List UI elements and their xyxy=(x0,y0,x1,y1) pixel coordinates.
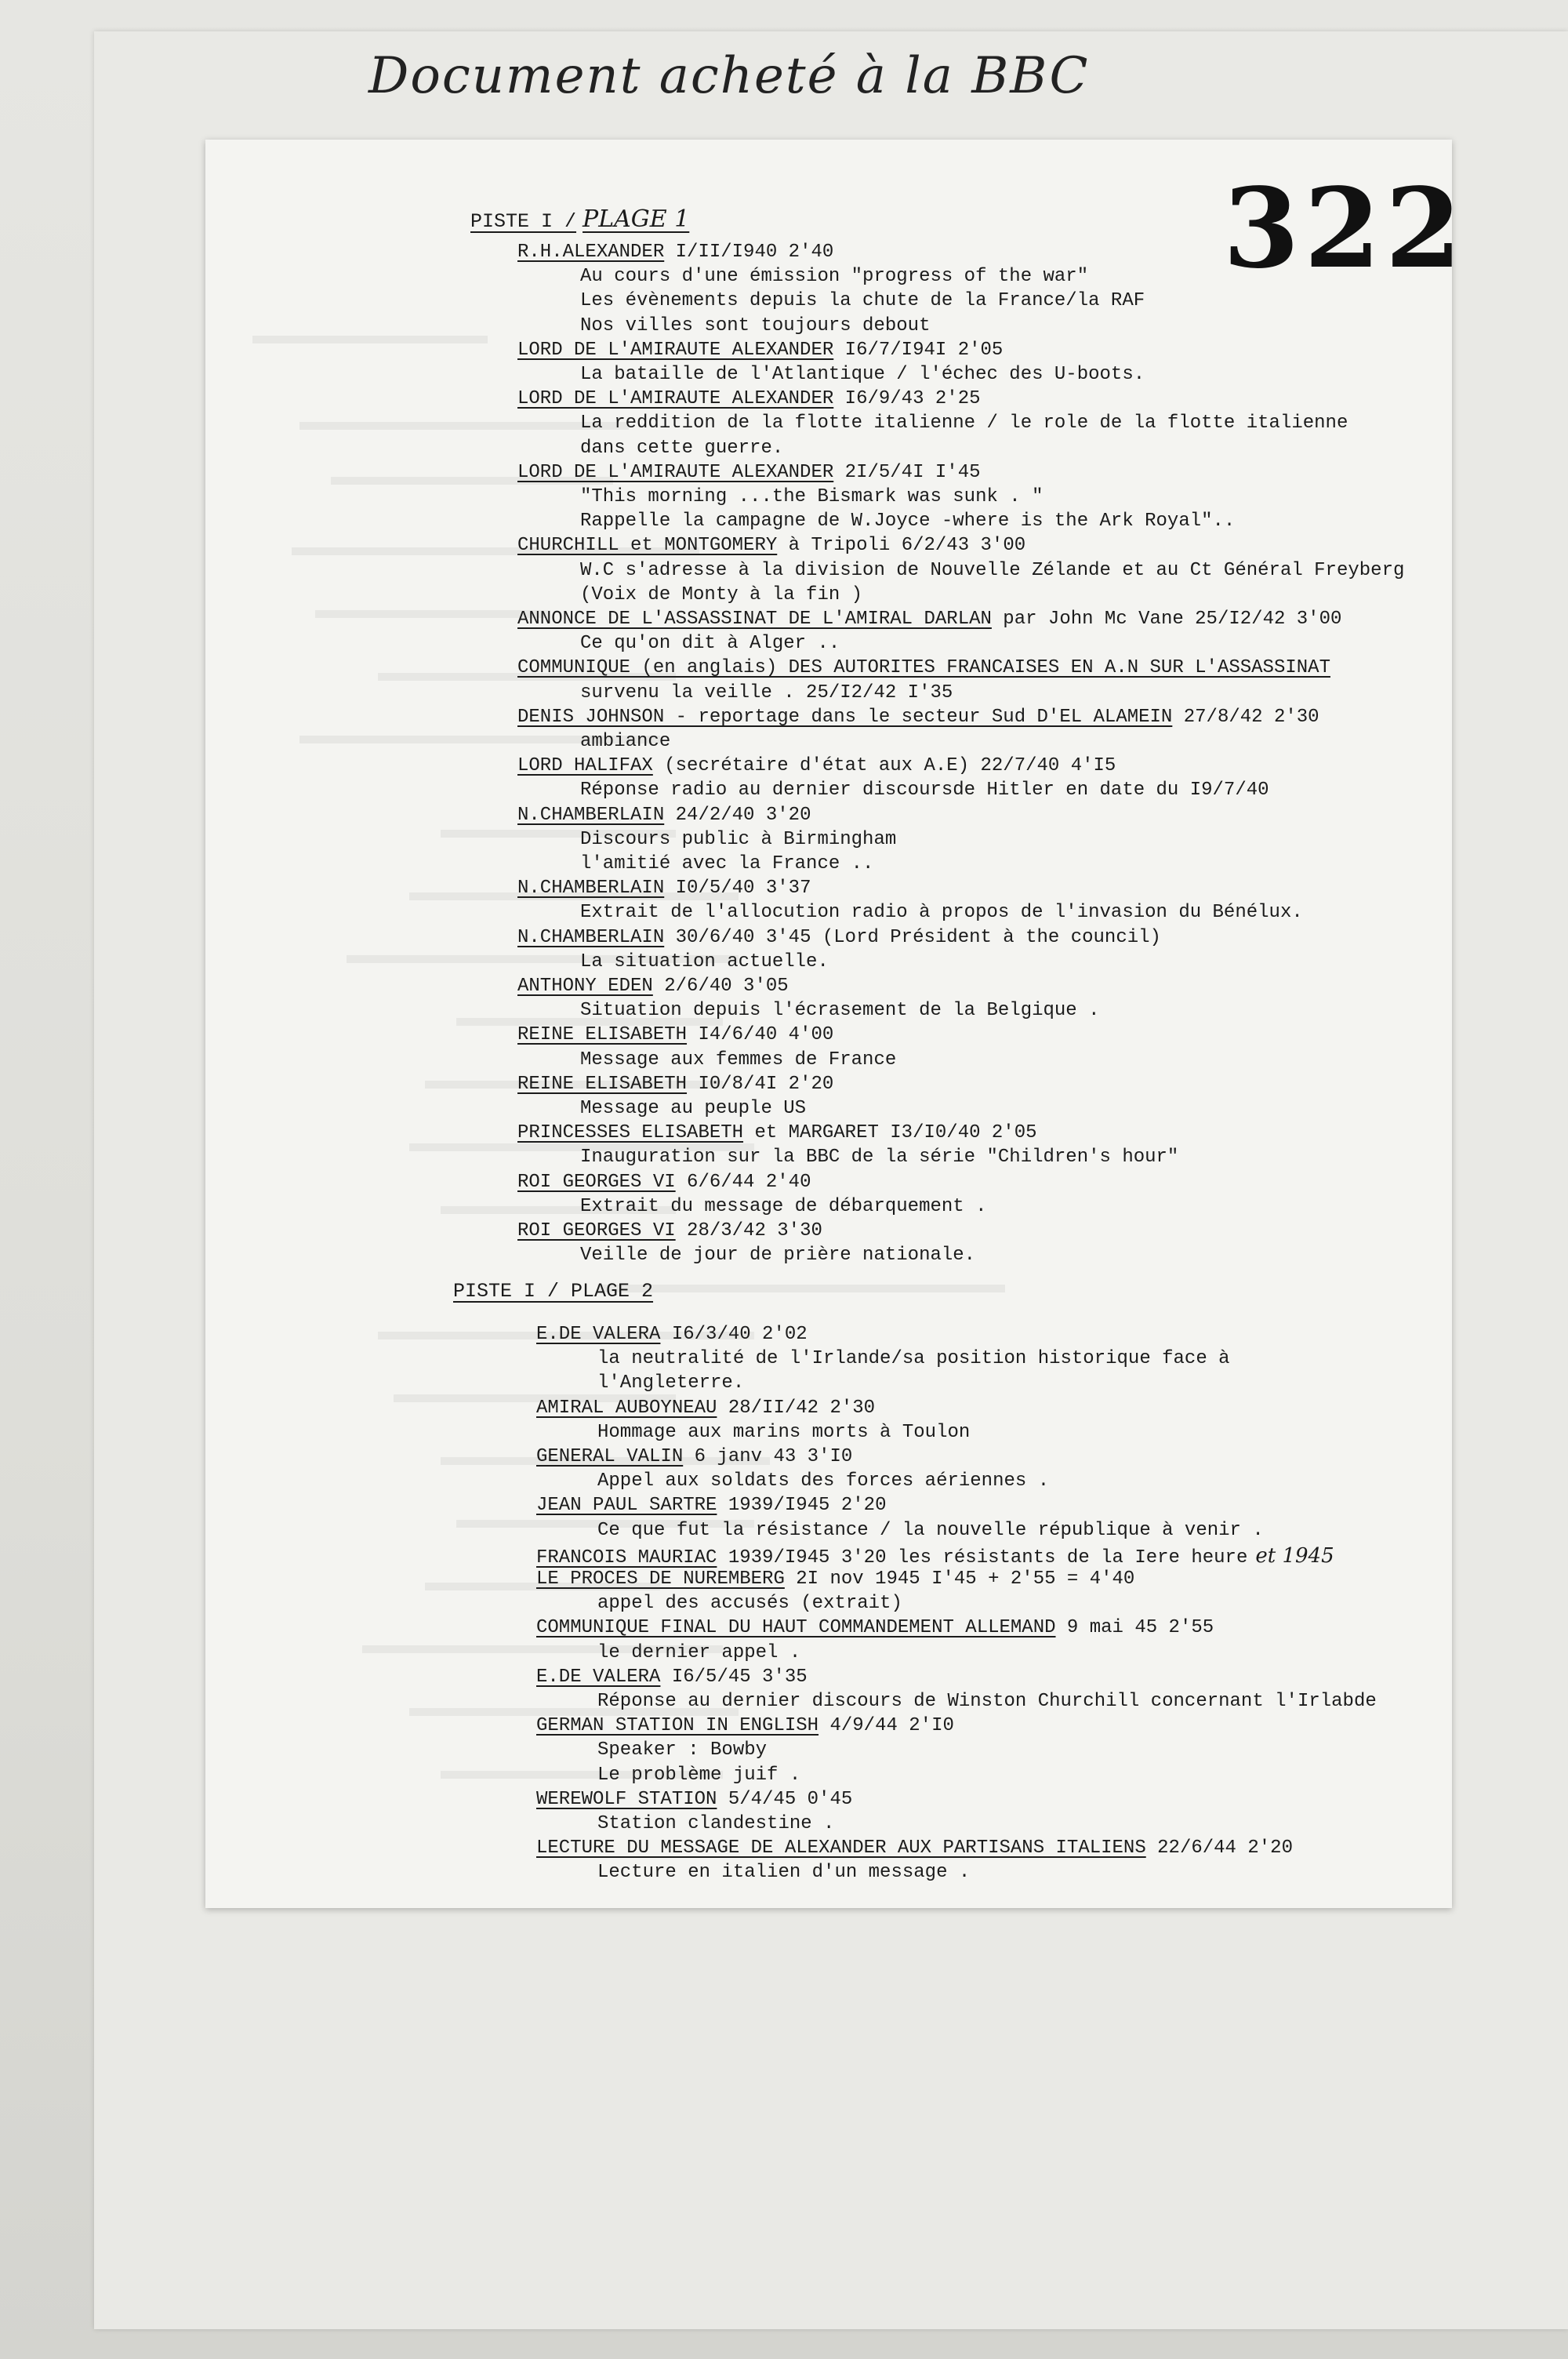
stamp-number: 322 xyxy=(1223,165,1467,293)
entry-name: FRANCOIS MAURIAC xyxy=(536,1547,717,1568)
entry-description: Réponse radio au dernier discoursde Hitler en date du I9/7/40 xyxy=(580,780,1269,801)
entry-details: 2I/5/4I I'45 xyxy=(833,461,981,483)
entry-description: Lecture en italien d'un message . xyxy=(597,1862,971,1884)
entry-description: Situation depuis l'écrasement de la Belgique . xyxy=(580,1000,1100,1022)
entry-name: REINE ELISABETH xyxy=(517,1073,688,1095)
section-title xyxy=(470,205,689,233)
entry-heading xyxy=(536,1544,1334,1568)
entry-heading xyxy=(517,609,1341,630)
entry-details: à Tripoli 6/2/43 3'00 xyxy=(777,535,1026,557)
entry-details: I6/3/40 2'02 xyxy=(660,1324,808,1345)
entry-description: Appel aux soldats des forces aériennes . xyxy=(597,1470,1050,1492)
entry-details: I0/5/40 3'37 xyxy=(664,878,811,900)
handwritten-title: Document acheté à la BBC xyxy=(368,47,1090,105)
entry-heading xyxy=(517,805,811,826)
section-title xyxy=(453,1280,653,1303)
entry-details: 4/9/44 2'I0 xyxy=(818,1715,954,1737)
entry-description: Message aux femmes de France xyxy=(580,1049,897,1070)
entry-name: JEAN PAUL SARTRE xyxy=(536,1495,717,1517)
entry-heading xyxy=(536,1324,808,1345)
entry-description: Ce que fut la résistance / la nouvelle république à venir . xyxy=(597,1519,1264,1541)
entry-name: GERMAN STATION IN ENGLISH xyxy=(536,1715,819,1737)
entry-description: Ce qu'on dit à Alger .. xyxy=(580,633,840,655)
entry-details: I/II/I940 2'40 xyxy=(664,242,834,263)
entry-name: WEREWOLF STATION xyxy=(536,1788,717,1810)
entry-heading xyxy=(517,1122,1037,1143)
entry-heading xyxy=(517,462,981,483)
entry-name: LORD HALIFAX xyxy=(517,755,653,777)
handwritten-annotation: et 1945 xyxy=(1255,1543,1334,1568)
entry-details: I6/7/I94I 2'05 xyxy=(833,339,1004,361)
entry-heading xyxy=(517,340,1003,361)
entry-name: N.CHAMBERLAIN xyxy=(517,804,665,826)
entry-name: ANNONCE DE L'ASSASSINAT DE L'AMIRAL DARLAN xyxy=(517,609,992,630)
entry-description: Extrait du message de débarquement . xyxy=(580,1195,987,1217)
entry-details: 1939/I945 2'20 xyxy=(717,1495,887,1517)
entry-heading xyxy=(517,707,1319,728)
entry-name: LECTURE DU MESSAGE DE ALEXANDER AUX PARTISANS ITALIENS xyxy=(536,1837,1146,1859)
entry-description: le dernier appel . xyxy=(597,1641,801,1663)
entry-description: La reddition de la flotte italienne / le role de la flotte italienne xyxy=(580,413,1348,434)
entry-details: I6/5/45 3'35 xyxy=(660,1666,808,1688)
entry-heading xyxy=(536,1837,1293,1859)
entry-name: DENIS JOHNSON - reportage dans le secteur Sud D'EL ALAMEIN xyxy=(517,706,1173,728)
entry-name: ROI GEORGES VI xyxy=(517,1171,676,1193)
entry-name: N.CHAMBERLAIN xyxy=(517,926,665,948)
entry-heading xyxy=(517,755,1116,776)
entry-name: REINE ELISABETH xyxy=(517,1024,688,1046)
entry-heading xyxy=(536,1446,852,1467)
entry-description: Le problème juif . xyxy=(597,1764,801,1786)
entry-heading xyxy=(517,1074,833,1095)
entry-description: La bataille de l'Atlantique / l'échec des U-boots. xyxy=(580,364,1145,385)
entry-name: AMIRAL AUBOYNEAU xyxy=(536,1397,717,1419)
entry-name: PRINCESSES ELISABETH xyxy=(517,1122,744,1144)
entry-heading xyxy=(517,878,811,899)
entry-name: COMMUNIQUE FINAL DU HAUT COMMANDEMENT ALLEMAND xyxy=(536,1617,1056,1639)
entry-details: 28/II/42 2'30 xyxy=(717,1397,876,1419)
entry-name: GENERAL VALIN xyxy=(536,1446,684,1467)
entry-heading xyxy=(517,1220,822,1241)
section-title-text: PISTE I / xyxy=(470,210,577,233)
entry-description: dans cette guerre. xyxy=(580,437,784,459)
entry-details: I4/6/40 4'00 xyxy=(687,1024,834,1046)
entry-description: La situation actuelle. xyxy=(580,951,829,972)
entry-name: CHURCHILL et MONTGOMERY xyxy=(517,535,778,557)
entry-description: (Voix de Monty à la fin ) xyxy=(580,583,863,605)
entry-description: l'amitié avec la France .. xyxy=(580,853,874,874)
entry-name: LORD DE L'AMIRAUTE ALEXANDER xyxy=(517,339,834,361)
entry-name: E.DE VALERA xyxy=(536,1666,661,1688)
entry-name: LORD DE L'AMIRAUTE ALEXANDER xyxy=(517,461,834,483)
entry-heading xyxy=(517,976,789,997)
section-title-text: PISTE I / PLAGE 2 xyxy=(453,1280,654,1303)
entry-name: ANTHONY EDEN xyxy=(517,976,653,997)
entry-description: Speaker : Bowby xyxy=(597,1739,768,1761)
entry-description: Inauguration sur la BBC de la série "Children's hour" xyxy=(580,1147,1179,1169)
entry-heading xyxy=(517,657,1330,678)
entry-description: "This morning ...the Bismark was sunk . " xyxy=(580,486,1044,507)
entry-details: 27/8/42 2'30 xyxy=(1172,706,1319,728)
entry-heading xyxy=(517,242,833,263)
entry-details: par John Mc Vane 25/I2/42 3'00 xyxy=(991,609,1342,630)
entry-description: Discours public à Birmingham xyxy=(580,828,897,850)
entry-name: N.CHAMBERLAIN xyxy=(517,878,665,900)
entry-details: 24/2/40 3'20 xyxy=(664,804,811,826)
entry-heading xyxy=(536,1617,1214,1638)
entry-heading xyxy=(517,535,1025,556)
entry-details: 2/6/40 3'05 xyxy=(652,976,789,997)
entry-details: 30/6/40 3'45 (Lord Président à the council) xyxy=(664,926,1161,948)
entry-heading xyxy=(517,1024,833,1045)
entry-description: Station clandestine . xyxy=(597,1813,835,1834)
entry-details: 9 mai 45 2'55 xyxy=(1055,1617,1214,1639)
entry-description: Extrait de l'allocution radio à propos de l'invasion du Bénélux. xyxy=(580,902,1303,924)
entry-description: Message au peuple US xyxy=(580,1098,807,1119)
entry-description: survenu la veille . 25/I2/42 I'35 xyxy=(580,682,953,703)
entry-name: LORD DE L'AMIRAUTE ALEXANDER xyxy=(517,388,834,410)
entry-heading xyxy=(536,1715,954,1736)
entry-heading xyxy=(536,1568,1134,1590)
entry-name: R.H.ALEXANDER xyxy=(517,242,665,263)
entry-details: 6 janv 43 3'I0 xyxy=(683,1446,853,1467)
entry-description: Réponse au dernier discours de Winston Churchill concernant l'Irlabde xyxy=(597,1691,1377,1712)
entry-name: ROI GEORGES VI xyxy=(517,1220,676,1241)
entry-details: 1939/I945 3'20 les résistants de la Iere heure xyxy=(717,1547,1248,1568)
entry-heading xyxy=(517,388,981,409)
entry-heading xyxy=(536,1789,852,1810)
entry-description: Nos villes sont toujours debout xyxy=(580,314,931,336)
entry-name: E.DE VALERA xyxy=(536,1324,661,1345)
entry-description: la neutralité de l'Irlande/sa position historique face à xyxy=(597,1348,1230,1370)
entry-description: Hommage aux marins morts à Toulon xyxy=(597,1421,971,1443)
entry-description: l'Angleterre. xyxy=(597,1372,745,1394)
entry-description: Les évènements depuis la chute de la France/la RAF xyxy=(580,290,1145,312)
entry-heading xyxy=(536,1398,875,1419)
section-title-handwritten: PLAGE 1 xyxy=(583,205,690,233)
entry-description: appel des accusés (extrait) xyxy=(597,1593,902,1615)
entry-heading xyxy=(536,1495,886,1516)
entry-description: ambiance xyxy=(580,731,671,752)
entry-details: 6/6/44 2'40 xyxy=(675,1171,811,1193)
entry-description: Au cours d'une émission "progress of the war" xyxy=(580,266,1089,288)
entry-details: 28/3/42 3'30 xyxy=(675,1220,822,1241)
entry-details: et MARGARET I3/I0/40 2'05 xyxy=(743,1122,1037,1144)
entry-details: (secrétaire d'état aux A.E) 22/7/40 4'I5 xyxy=(652,755,1116,777)
entry-details: 5/4/45 0'45 xyxy=(717,1788,853,1810)
entry-details: I0/8/4I 2'20 xyxy=(687,1073,834,1095)
entry-name: LE PROCES DE NUREMBERG xyxy=(536,1568,785,1590)
entry-details: I6/9/43 2'25 xyxy=(833,388,981,410)
entry-details: 22/6/44 2'20 xyxy=(1145,1837,1293,1859)
entry-name: COMMUNIQUE (en anglais) DES AUTORITES FRANCAISES EN A.N SUR L'ASSASSINAT xyxy=(517,657,1330,679)
entry-description: Veille de jour de prière nationale. xyxy=(580,1245,976,1267)
entry-details: 2I nov 1945 I'45 + 2'55 = 4'40 xyxy=(784,1568,1135,1590)
entry-description: Rappelle la campagne de W.Joyce -where is the Ark Royal".. xyxy=(580,511,1236,533)
entry-description: W.C s'adresse à la division de Nouvelle Zélande et au Ct Général Freyberg xyxy=(580,559,1405,581)
entry-heading xyxy=(517,1172,811,1193)
entry-heading xyxy=(536,1667,808,1688)
entry-heading xyxy=(517,927,1161,948)
